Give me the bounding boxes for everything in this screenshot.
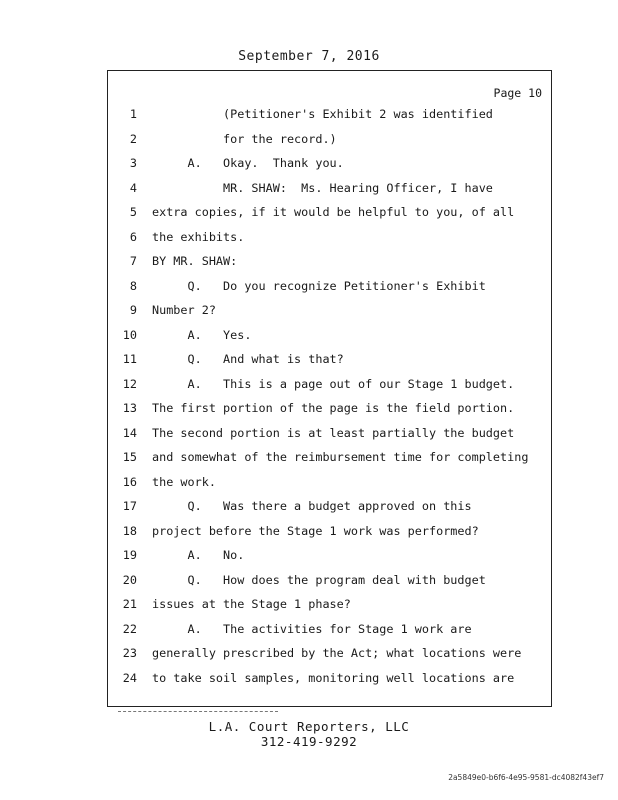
transcript-line <box>107 643 552 663</box>
line-text: Q. Do you recognize Petitioner's Exhibit <box>152 278 486 293</box>
transcript-line <box>107 423 552 443</box>
line-number: 9 <box>129 303 137 317</box>
line-number: 24 <box>122 670 137 685</box>
transcript-line <box>107 570 552 590</box>
line-number: 17 <box>122 499 137 513</box>
line-text: MR. SHAW: Ms. Hearing Officer, I have <box>152 180 493 195</box>
transcript-line <box>107 619 552 639</box>
line-text: A. Yes. <box>152 327 252 342</box>
line-number: 21 <box>122 597 137 611</box>
line-text: the exhibits. <box>152 229 245 244</box>
line-text: A. Okay. Thank you. <box>152 156 344 170</box>
line-text: extra copies, if it would be helpful to you, of all <box>152 205 515 219</box>
transcript-line <box>107 104 552 124</box>
transcript-line <box>107 349 552 369</box>
transcript-line <box>107 521 552 541</box>
transcript-line <box>107 472 552 492</box>
transcript-line <box>107 300 552 320</box>
line-number: 16 <box>122 474 137 489</box>
line-number: 23 <box>122 646 137 660</box>
footer-company: L.A. Court Reporters, LLC <box>208 719 410 734</box>
line-number: 8 <box>129 278 137 293</box>
header-date: September 7, 2016 <box>238 49 380 64</box>
line-number: 18 <box>122 523 137 538</box>
line-text: BY MR. SHAW: <box>152 254 238 268</box>
line-text: Q. Was there a budget approved on this <box>152 499 472 513</box>
line-number: 22 <box>122 621 137 636</box>
line-number: 4 <box>129 180 137 195</box>
transcript-line <box>107 178 552 198</box>
line-number: 2 <box>129 131 137 146</box>
transcript-line <box>107 496 552 516</box>
line-text: and somewhat of the reimbursement time for completing <box>152 450 529 464</box>
line-number: 3 <box>129 156 137 170</box>
line-text: for the record.) <box>152 131 337 146</box>
transcript-line <box>107 251 552 271</box>
transcript-line <box>107 398 552 418</box>
line-number: 1 <box>129 107 137 121</box>
line-number: 10 <box>122 327 137 342</box>
footer-phone: 312-419-9292 <box>260 734 358 749</box>
transcript-line <box>107 227 552 247</box>
line-text: (Petitioner's Exhibit 2 was identified <box>152 107 493 121</box>
line-number: 12 <box>122 376 137 391</box>
line-text: project before the Stage 1 work was performed? <box>152 523 479 538</box>
document-id: 2a5849e0-b6f6-4e95-9581-dc4082f43ef7 <box>448 773 604 782</box>
line-text: to take soil samples, monitoring well locations are <box>152 670 515 685</box>
page-number: Page 10 <box>493 86 542 100</box>
line-number: 7 <box>129 254 137 268</box>
line-number: 5 <box>129 205 137 219</box>
line-text: Q. How does the program deal with budget <box>152 572 486 587</box>
transcript-line <box>107 153 552 173</box>
line-number: 15 <box>122 450 137 464</box>
transcript-line <box>107 202 552 222</box>
line-text: The first portion of the page is the field portion. <box>152 401 515 415</box>
line-number: 6 <box>129 229 137 244</box>
line-number: 13 <box>122 401 137 415</box>
transcript-line <box>107 668 552 688</box>
transcript-line <box>107 447 552 467</box>
transcript-line <box>107 325 552 345</box>
line-text: A. No. <box>152 548 245 562</box>
transcript-line <box>107 594 552 614</box>
line-text: A. The activities for Stage 1 work are <box>152 621 472 636</box>
line-text: Number 2? <box>152 303 216 317</box>
line-number: 20 <box>122 572 137 587</box>
transcript-line <box>107 545 552 565</box>
line-text: A. This is a page out of our Stage 1 budget. <box>152 376 515 391</box>
transcript-line <box>107 276 552 296</box>
line-text: The second portion is at least partially the budget <box>152 425 515 440</box>
line-number: 11 <box>122 352 137 366</box>
line-text: the work. <box>152 474 216 489</box>
line-number: 19 <box>122 548 137 562</box>
line-text: Q. And what is that? <box>152 352 344 366</box>
scan-artifact-divider <box>118 711 278 712</box>
line-text: generally prescribed by the Act; what locations were <box>152 646 522 660</box>
line-text: issues at the Stage 1 phase? <box>152 597 351 611</box>
transcript-line <box>107 129 552 149</box>
transcript-line <box>107 374 552 394</box>
line-number: 14 <box>122 425 137 440</box>
